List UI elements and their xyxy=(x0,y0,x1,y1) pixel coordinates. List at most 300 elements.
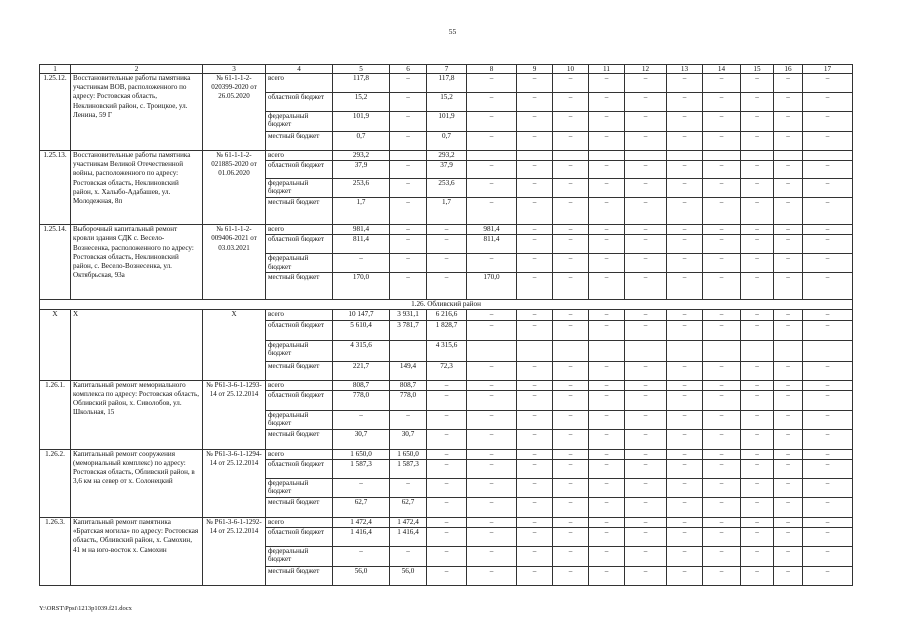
value-cell: – xyxy=(803,528,853,547)
value-cell: – xyxy=(741,74,774,93)
value-cell: 981,4 xyxy=(333,225,390,235)
value-cell: – xyxy=(667,429,703,449)
value-cell: – xyxy=(467,547,517,567)
value-cell: – xyxy=(741,518,774,528)
value-cell: – xyxy=(667,93,703,112)
value-cell: 1 587,3 xyxy=(333,460,390,479)
value-cell: – xyxy=(390,273,427,300)
value-cell: 1 472,4 xyxy=(390,518,427,528)
value-cell: – xyxy=(589,361,625,380)
funding-source: всего xyxy=(266,74,333,93)
row-number: 1.25.14. xyxy=(40,225,71,300)
value-cell: – xyxy=(703,132,741,151)
value-cell: – xyxy=(427,460,467,479)
value-cell: 37,9 xyxy=(333,161,390,179)
value-cell: – xyxy=(467,380,517,390)
value-cell: – xyxy=(467,479,517,498)
value-cell: 1 472,4 xyxy=(333,518,390,528)
value-cell: – xyxy=(741,112,774,132)
column-number: 8 xyxy=(467,65,517,74)
value-cell: – xyxy=(774,320,803,340)
value-cell: – xyxy=(427,518,467,528)
row-number: 1.25.13. xyxy=(40,151,71,225)
value-cell: – xyxy=(741,429,774,449)
value-cell: – xyxy=(741,254,774,273)
table-row xyxy=(40,74,853,93)
value-cell: 811,4 xyxy=(467,235,517,254)
value-cell: – xyxy=(427,410,467,429)
value-cell: – xyxy=(703,479,741,498)
value-cell: – xyxy=(553,429,589,449)
value-cell: – xyxy=(427,429,467,449)
value-cell: – xyxy=(667,132,703,151)
value-cell: 170,0 xyxy=(333,273,390,300)
value-cell: – xyxy=(703,528,741,547)
object-description: Капитальный ремонт мемориального комплекса по адресу: Ростовская область, Обливский район, х. Сиволобов, ул. Школьная, 15 xyxy=(71,380,203,449)
value-cell: – xyxy=(517,390,553,410)
value-cell: – xyxy=(774,498,803,518)
funding-source: местный бюджет xyxy=(266,273,333,300)
document-number: № 61-1-1-2-021885-2020 от 01.06.2020 xyxy=(203,151,266,225)
value-cell xyxy=(703,151,741,161)
value-cell: – xyxy=(703,273,741,300)
column-number: 4 xyxy=(266,65,333,74)
value-cell: – xyxy=(774,429,803,449)
value-cell: – xyxy=(803,198,853,225)
value-cell: – xyxy=(517,460,553,479)
value-cell: – xyxy=(427,225,467,235)
value-cell: – xyxy=(667,460,703,479)
value-cell: – xyxy=(467,390,517,410)
value-cell xyxy=(553,151,589,161)
column-number: 12 xyxy=(625,65,667,74)
value-cell: – xyxy=(427,547,467,567)
value-cell: – xyxy=(803,460,853,479)
value-cell: – xyxy=(517,273,553,300)
value-cell: – xyxy=(517,410,553,429)
column-number: 13 xyxy=(667,65,703,74)
value-cell: – xyxy=(741,479,774,498)
value-cell: – xyxy=(803,179,853,198)
value-cell: – xyxy=(390,235,427,254)
value-cell: – xyxy=(553,273,589,300)
value-cell: – xyxy=(803,518,853,528)
value-cell: – xyxy=(625,429,667,449)
value-cell: – xyxy=(667,361,703,380)
value-cell: – xyxy=(589,547,625,567)
value-cell: – xyxy=(741,390,774,410)
value-cell: – xyxy=(467,528,517,547)
value-cell: – xyxy=(517,361,553,380)
funding-source: всего xyxy=(266,151,333,161)
object-description: Х xyxy=(71,310,203,380)
value-cell: – xyxy=(589,225,625,235)
value-cell: – xyxy=(553,179,589,198)
value-cell: – xyxy=(553,479,589,498)
column-number: 16 xyxy=(774,65,803,74)
object-description: Капитальный ремонт сооружения (мемориальный комплекс) по адресу: Ростовская область, Обливский район, в 3,6 км на север от х. Солонецкий xyxy=(71,449,203,517)
value-cell: – xyxy=(703,235,741,254)
value-cell: – xyxy=(553,547,589,567)
row-number: Х xyxy=(40,310,71,380)
value-cell: 30,7 xyxy=(390,429,427,449)
section-row xyxy=(40,300,853,310)
value-cell: 72,3 xyxy=(427,361,467,380)
value-cell: 0,7 xyxy=(427,132,467,151)
value-cell: – xyxy=(390,479,427,498)
value-cell: – xyxy=(774,310,803,320)
value-cell: – xyxy=(517,449,553,459)
column-number: 3 xyxy=(203,65,266,74)
value-cell: – xyxy=(467,449,517,459)
value-cell: – xyxy=(774,460,803,479)
value-cell: – xyxy=(390,198,427,225)
value-cell: – xyxy=(803,498,853,518)
value-cell: – xyxy=(625,273,667,300)
value-cell: – xyxy=(553,132,589,151)
value-cell: – xyxy=(741,198,774,225)
object-description: Капитальный ремонт памятника «Братская могила» по адресу: Ростовская область, Обливский район, х. Самохин, 41 м на юго-восток х. Самохин xyxy=(71,518,203,586)
value-cell: – xyxy=(774,112,803,132)
value-cell: – xyxy=(703,93,741,112)
column-number: 9 xyxy=(517,65,553,74)
value-cell: – xyxy=(703,410,741,429)
value-cell: – xyxy=(774,254,803,273)
funding-source: федеральный бюджет xyxy=(266,410,333,429)
value-cell: – xyxy=(803,235,853,254)
row-number: 1.25.12. xyxy=(40,74,71,151)
value-cell: – xyxy=(467,254,517,273)
value-cell: – xyxy=(517,225,553,235)
value-cell: – xyxy=(517,198,553,225)
value-cell: – xyxy=(667,390,703,410)
value-cell: – xyxy=(625,380,667,390)
value-cell xyxy=(467,151,517,161)
value-cell: – xyxy=(467,179,517,198)
value-cell: – xyxy=(774,74,803,93)
value-cell: – xyxy=(703,310,741,320)
value-cell: 62,7 xyxy=(390,498,427,518)
value-cell: – xyxy=(667,567,703,586)
column-number: 6 xyxy=(390,65,427,74)
value-cell xyxy=(467,340,517,361)
value-cell: – xyxy=(553,74,589,93)
value-cell: – xyxy=(803,380,853,390)
value-cell: – xyxy=(667,479,703,498)
value-cell xyxy=(741,151,774,161)
document-number: № 61-1-1-2-009406-2021 от 03.03.2021 xyxy=(203,225,266,300)
value-cell: – xyxy=(625,479,667,498)
value-cell: – xyxy=(427,235,467,254)
value-cell: – xyxy=(390,410,427,429)
value-cell: 149,4 xyxy=(390,361,427,380)
value-cell: – xyxy=(741,449,774,459)
value-cell: – xyxy=(625,449,667,459)
value-cell: – xyxy=(467,112,517,132)
value-cell: – xyxy=(553,498,589,518)
value-cell: – xyxy=(625,74,667,93)
value-cell: – xyxy=(741,320,774,340)
value-cell: 293,2 xyxy=(333,151,390,161)
value-cell: – xyxy=(774,547,803,567)
value-cell: – xyxy=(553,225,589,235)
section-body xyxy=(40,300,853,310)
value-cell: – xyxy=(553,235,589,254)
value-cell: 10 147,7 xyxy=(333,310,390,320)
value-cell: – xyxy=(553,93,589,112)
value-cell: – xyxy=(553,254,589,273)
table-row xyxy=(40,380,853,390)
value-cell: – xyxy=(553,161,589,179)
column-number: 1 xyxy=(40,65,71,74)
value-cell: – xyxy=(803,112,853,132)
value-cell: – xyxy=(427,449,467,459)
value-cell: – xyxy=(774,380,803,390)
value-cell: – xyxy=(517,161,553,179)
value-cell: – xyxy=(589,161,625,179)
value-cell: – xyxy=(517,518,553,528)
column-number: 15 xyxy=(741,65,774,74)
value-cell: – xyxy=(589,235,625,254)
value-cell: – xyxy=(625,179,667,198)
table-body-after xyxy=(40,310,853,586)
value-cell: – xyxy=(803,225,853,235)
value-cell: – xyxy=(589,273,625,300)
value-cell: – xyxy=(625,198,667,225)
column-number: 14 xyxy=(703,65,741,74)
row-number: 1.26.2. xyxy=(40,449,71,517)
funding-source: местный бюджет xyxy=(266,498,333,518)
funding-source: областной бюджет xyxy=(266,390,333,410)
value-cell: – xyxy=(390,254,427,273)
value-cell: 117,8 xyxy=(427,74,467,93)
value-cell: – xyxy=(390,225,427,235)
document-number: Х xyxy=(203,310,266,380)
value-cell: 811,4 xyxy=(333,235,390,254)
column-number: 2 xyxy=(71,65,203,74)
value-cell xyxy=(390,340,427,361)
value-cell: – xyxy=(703,225,741,235)
funding-source: областной бюджет xyxy=(266,528,333,547)
value-cell xyxy=(803,340,853,361)
value-cell: – xyxy=(803,254,853,273)
value-cell: – xyxy=(703,380,741,390)
value-cell: – xyxy=(467,320,517,340)
value-cell: – xyxy=(625,320,667,340)
value-cell: – xyxy=(553,310,589,320)
value-cell: – xyxy=(427,380,467,390)
value-cell: – xyxy=(625,361,667,380)
value-cell: – xyxy=(703,547,741,567)
value-cell: 1 416,4 xyxy=(390,528,427,547)
value-cell: – xyxy=(553,390,589,410)
value-cell: – xyxy=(625,498,667,518)
value-cell: – xyxy=(803,273,853,300)
document-number: № Р61-3-6-1-1293-14 от 25.12.2014 xyxy=(203,380,266,449)
value-cell: 221,7 xyxy=(333,361,390,380)
funding-source: федеральный бюджет xyxy=(266,479,333,498)
value-cell: – xyxy=(774,410,803,429)
value-cell: – xyxy=(703,429,741,449)
value-cell: 293,2 xyxy=(427,151,467,161)
value-cell: – xyxy=(703,179,741,198)
funding-source: областной бюджет xyxy=(266,235,333,254)
value-cell: – xyxy=(774,235,803,254)
value-cell: 15,2 xyxy=(333,93,390,112)
value-cell: – xyxy=(625,112,667,132)
value-cell: – xyxy=(333,479,390,498)
value-cell: 30,7 xyxy=(333,429,390,449)
value-cell: – xyxy=(427,479,467,498)
value-cell: – xyxy=(667,225,703,235)
value-cell: 253,6 xyxy=(427,179,467,198)
value-cell: – xyxy=(667,235,703,254)
funding-source: местный бюджет xyxy=(266,132,333,151)
value-cell: – xyxy=(333,254,390,273)
value-cell: – xyxy=(467,132,517,151)
value-cell: – xyxy=(803,310,853,320)
value-cell: – xyxy=(703,361,741,380)
value-cell: – xyxy=(427,528,467,547)
value-cell: – xyxy=(517,429,553,449)
table-row xyxy=(40,225,853,235)
value-cell: – xyxy=(774,132,803,151)
value-cell xyxy=(390,151,427,161)
value-cell: – xyxy=(774,390,803,410)
value-cell: – xyxy=(553,567,589,586)
value-cell: – xyxy=(667,380,703,390)
value-cell: – xyxy=(774,225,803,235)
value-cell: – xyxy=(517,528,553,547)
value-cell: – xyxy=(774,567,803,586)
value-cell: – xyxy=(741,179,774,198)
value-cell: – xyxy=(553,112,589,132)
value-cell: – xyxy=(667,528,703,547)
value-cell: – xyxy=(589,112,625,132)
value-cell: – xyxy=(741,93,774,112)
funding-source: местный бюджет xyxy=(266,198,333,225)
footer-file-path: Y:\ORST\Ppsi\1213p1039.f21.docx xyxy=(39,605,132,612)
funding-source: местный бюджет xyxy=(266,361,333,380)
value-cell: 0,7 xyxy=(333,132,390,151)
value-cell: 101,9 xyxy=(333,112,390,132)
value-cell: – xyxy=(589,498,625,518)
value-cell: – xyxy=(517,235,553,254)
value-cell: – xyxy=(333,410,390,429)
funding-source: всего xyxy=(266,449,333,459)
value-cell: – xyxy=(741,460,774,479)
value-cell: – xyxy=(741,273,774,300)
value-cell: – xyxy=(589,320,625,340)
value-cell: – xyxy=(427,254,467,273)
value-cell: – xyxy=(741,361,774,380)
value-cell: – xyxy=(703,161,741,179)
value-cell: 808,7 xyxy=(390,380,427,390)
value-cell: – xyxy=(467,518,517,528)
value-cell: – xyxy=(589,254,625,273)
value-cell: – xyxy=(667,518,703,528)
value-cell: – xyxy=(589,567,625,586)
value-cell: – xyxy=(774,273,803,300)
value-cell: 4 315,6 xyxy=(427,340,467,361)
value-cell xyxy=(625,340,667,361)
table-row xyxy=(40,449,853,459)
funding-source: федеральный бюджет xyxy=(266,254,333,273)
value-cell xyxy=(553,340,589,361)
value-cell: – xyxy=(741,161,774,179)
value-cell: – xyxy=(703,74,741,93)
value-cell: – xyxy=(517,93,553,112)
value-cell: – xyxy=(517,310,553,320)
value-cell: – xyxy=(467,93,517,112)
value-cell: – xyxy=(553,518,589,528)
value-cell: – xyxy=(703,460,741,479)
value-cell xyxy=(517,151,553,161)
column-number: 7 xyxy=(427,65,467,74)
value-cell xyxy=(589,151,625,161)
value-cell: – xyxy=(625,460,667,479)
value-cell: – xyxy=(553,460,589,479)
column-number: 5 xyxy=(333,65,390,74)
value-cell: 5 610,4 xyxy=(333,320,390,340)
value-cell: – xyxy=(625,235,667,254)
value-cell: 37,9 xyxy=(427,161,467,179)
value-cell xyxy=(625,151,667,161)
value-cell: – xyxy=(803,161,853,179)
value-cell: – xyxy=(467,460,517,479)
value-cell: – xyxy=(667,320,703,340)
value-cell: 56,0 xyxy=(390,567,427,586)
value-cell: – xyxy=(803,429,853,449)
value-cell: – xyxy=(589,380,625,390)
value-cell: – xyxy=(517,112,553,132)
value-cell: – xyxy=(517,567,553,586)
funding-source: всего xyxy=(266,310,333,320)
value-cell: – xyxy=(741,310,774,320)
value-cell: – xyxy=(667,310,703,320)
value-cell: – xyxy=(517,320,553,340)
value-cell: – xyxy=(774,449,803,459)
value-cell: – xyxy=(774,93,803,112)
value-cell: 4 315,6 xyxy=(333,340,390,361)
value-cell: – xyxy=(625,93,667,112)
funding-source: федеральный бюджет xyxy=(266,340,333,361)
value-cell: – xyxy=(553,410,589,429)
value-cell: – xyxy=(467,410,517,429)
value-cell: – xyxy=(333,547,390,567)
value-cell: – xyxy=(741,410,774,429)
value-cell: – xyxy=(741,567,774,586)
value-cell: – xyxy=(589,93,625,112)
value-cell: 1 416,4 xyxy=(333,528,390,547)
value-cell: – xyxy=(741,380,774,390)
value-cell: – xyxy=(589,390,625,410)
object-description: Выборочный капитальный ремонт кровли здания СДК с. Весело-Вознесенка, расположенного по адресу: Ростовская область, Неклиновский район, с. Весело-Вознесенка, ул. Октябрьская, 93а xyxy=(71,225,203,300)
value-cell: – xyxy=(803,410,853,429)
table-header-row xyxy=(40,65,853,74)
value-cell: – xyxy=(625,161,667,179)
value-cell xyxy=(667,151,703,161)
column-number: 11 xyxy=(589,65,625,74)
value-cell: – xyxy=(390,132,427,151)
value-cell: – xyxy=(703,112,741,132)
value-cell: – xyxy=(625,567,667,586)
value-cell: – xyxy=(517,498,553,518)
value-cell: – xyxy=(553,380,589,390)
row-number: 1.26.3. xyxy=(40,518,71,586)
object-description: Восстановительные работы памятника участникам ВОВ, расположенного по адресу: Ростовская область, Неклиновский район, с. Троицкое, ул. Ленина, 59 Г xyxy=(71,74,203,151)
value-cell: – xyxy=(467,310,517,320)
